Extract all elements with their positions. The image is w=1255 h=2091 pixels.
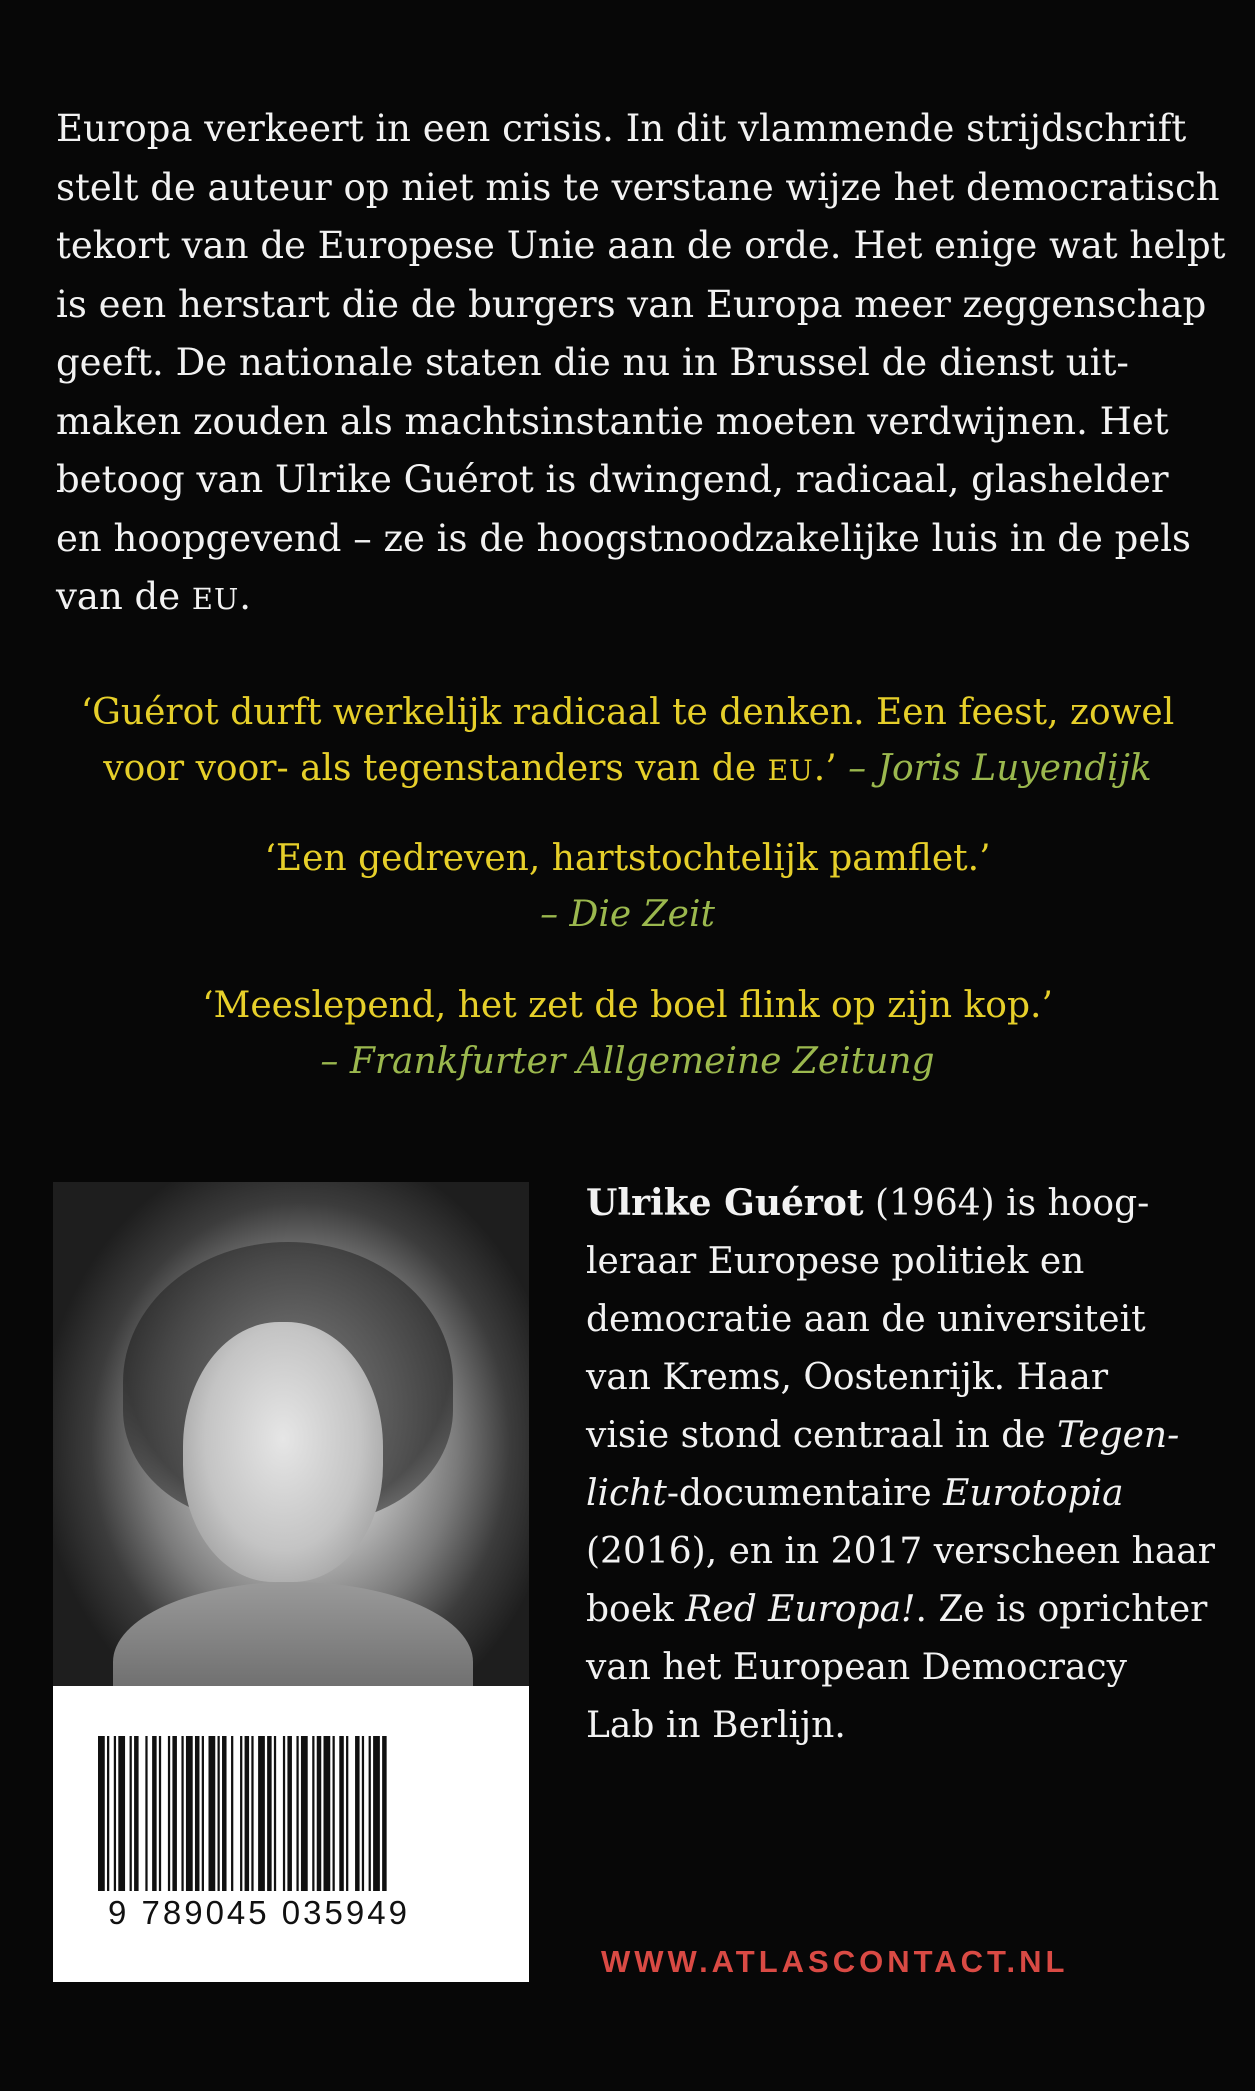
- barcode-bar: [346, 1736, 348, 1891]
- blurb-line: tekort van de Europese Unie aan de orde. Het enige wat helpt: [56, 224, 1226, 267]
- barcode-bar: [333, 1736, 335, 1891]
- barcode-bar: [130, 1736, 132, 1891]
- bio-line: [586, 1581, 1226, 1639]
- barcode-bar: [231, 1736, 233, 1891]
- photo-shoulder: [113, 1582, 473, 1686]
- blurb-line: betoog van Ulrike Guérot is dwingend, radicaal, glashelder: [56, 458, 1169, 501]
- barcode-bar: [202, 1736, 204, 1891]
- blurb-last-prefix: van de: [56, 575, 192, 618]
- barcode-bar: [145, 1736, 147, 1891]
- quote-text: .’: [813, 748, 849, 789]
- barcode-bar: [312, 1736, 314, 1891]
- barcode-bar: [107, 1736, 109, 1891]
- barcode-bar: [301, 1736, 308, 1891]
- author-photo: [53, 1182, 529, 1686]
- barcode-bar: [362, 1736, 364, 1891]
- barcode-bar: [222, 1736, 227, 1891]
- quote-die-zeit: [0, 831, 1255, 943]
- barcode-bar: [152, 1736, 157, 1891]
- bio-line: (2016), en in 2017 verscheen haar: [586, 1531, 1215, 1572]
- barcode-bar: [296, 1736, 298, 1891]
- bio-line: Lab in Berlijn.: [586, 1705, 846, 1746]
- bio-text: (1964) is hoog-: [863, 1183, 1150, 1224]
- quote-attribution: – Joris Luyendijk: [848, 748, 1152, 789]
- bio-line: [586, 1407, 1226, 1465]
- bio-line: [586, 1174, 1226, 1233]
- barcode-bar: [258, 1736, 265, 1891]
- blurb-line: geeft. De nationale staten die nu in Brussel de dienst uit-: [56, 341, 1129, 384]
- blurb-line: en hoopgevend – ze is de hoogstnoodzakelijke luis in de pels: [56, 516, 1192, 560]
- bio-text: . Ze is oprichter: [915, 1589, 1208, 1630]
- barcode: [53, 1686, 529, 1982]
- barcode-bar: [240, 1736, 242, 1891]
- quote-faz: [0, 978, 1255, 1090]
- author-name: Ulrike Guérot: [586, 1182, 864, 1224]
- blurb-line: Europa verkeert in een crisis. In dit vlammende strijdschrift: [56, 107, 1187, 150]
- barcode-bar: [339, 1736, 344, 1891]
- bio-text: boek: [586, 1589, 686, 1630]
- barcode-bar: [118, 1736, 125, 1891]
- barcode-bar: [355, 1736, 360, 1891]
- barcode-bar: [287, 1736, 292, 1891]
- bio-line: van Krems, Oostenrijk. Haar: [586, 1357, 1109, 1398]
- bio-line: democratie aan de universiteit: [586, 1299, 1146, 1340]
- barcode-bar: [267, 1736, 272, 1891]
- barcode-bar: [186, 1736, 193, 1891]
- bio-line: leraar Europese politiek en: [586, 1241, 1085, 1282]
- bio-text: -documentaire: [666, 1473, 944, 1514]
- barcode-bar: [159, 1736, 161, 1891]
- blurb-text: [56, 100, 1226, 629]
- bio-line: van het European Democracy: [586, 1647, 1127, 1688]
- blurb-line: maken zouden als machtsinstantie moeten verdwijnen. Het: [56, 399, 1169, 443]
- barcode-bar: [172, 1736, 177, 1891]
- barcode-bar: [369, 1736, 371, 1891]
- barcode-bar: [134, 1736, 139, 1891]
- barcode-bar: [98, 1736, 105, 1891]
- blurb-abbrev: EU: [191, 582, 240, 616]
- blurb-line: stelt de auteur op niet mis te verstane wijze het democratisch: [56, 165, 1220, 209]
- bio-text: visie stond centraal in de: [586, 1415, 1058, 1456]
- photo-face: [183, 1322, 383, 1582]
- barcode-bar: [245, 1736, 250, 1891]
- barcode-bar: [324, 1736, 331, 1891]
- quote-luyendijk: [0, 685, 1255, 799]
- barcode-bar: [382, 1736, 387, 1891]
- quote-attribution: – Die Zeit: [540, 894, 715, 935]
- quote-text: ‘Guérot durft werkelijk radicaal te denken. Een feest, zowel: [80, 692, 1175, 733]
- bio-line: [586, 1465, 1226, 1523]
- barcode-bar: [317, 1736, 322, 1891]
- quote-line: [0, 741, 1255, 799]
- quote-abbrev: EU: [767, 754, 814, 787]
- barcode-bar: [114, 1736, 116, 1891]
- bio-italic: Eurotopia: [943, 1473, 1124, 1514]
- barcode-bar: [208, 1736, 215, 1891]
- barcode-bar: [251, 1736, 253, 1891]
- barcode-bars: [98, 1736, 498, 1896]
- bio-italic: licht: [586, 1473, 667, 1514]
- quote-text: ‘Meeslepend, het zet de boel flink op zijn kop.’: [202, 985, 1053, 1026]
- barcode-number: 9 789045 035949: [108, 1894, 410, 1931]
- barcode-bar: [181, 1736, 183, 1891]
- bio-italic: Tegen-: [1057, 1415, 1180, 1456]
- bio-italic: Red Europa!: [685, 1589, 916, 1630]
- quote-text: ‘Een gedreven, hartstochtelijk pamflet.’: [264, 838, 991, 879]
- blurb-last-suffix: .: [239, 575, 252, 618]
- publisher-website[interactable]: WWW.ATLASCONTACT.NL: [601, 1944, 1069, 1979]
- quote-attribution: – Frankfurter Allgemeine Zeitung: [320, 1041, 935, 1082]
- barcode-bar: [283, 1736, 285, 1891]
- barcode-bar: [274, 1736, 276, 1891]
- barcode-bar: [218, 1736, 220, 1891]
- barcode-bar: [373, 1736, 380, 1891]
- barcode-bar: [168, 1736, 170, 1891]
- author-bio: [586, 1174, 1226, 1755]
- blurb-line-last: [56, 568, 1196, 629]
- barcode-bar: [195, 1736, 200, 1891]
- quote-text: voor voor- als tegenstanders van de: [103, 748, 768, 789]
- blurb-line: is een herstart die de burgers van Europa meer zeggenschap: [56, 282, 1207, 326]
